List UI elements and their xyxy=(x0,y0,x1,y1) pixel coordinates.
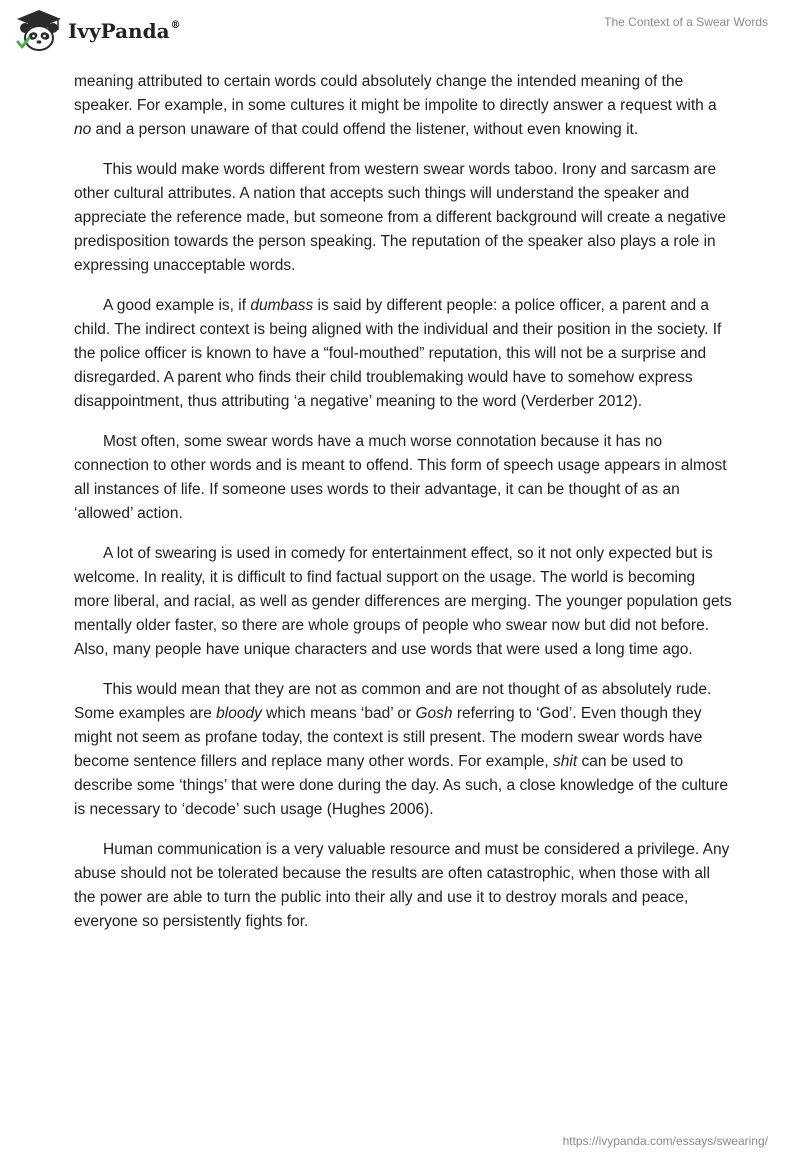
text-run: Most often, some swear words have a much worse connotation because it has no connection to other words and is meant to offend. This form of speech usage appears in almost all instances of life. If someone uses words to their advantage, it can be thought of as an ‘allowed’ action. xyxy=(74,433,727,522)
body-paragraph xyxy=(74,70,734,142)
body-paragraph xyxy=(74,678,734,822)
essay-body xyxy=(74,70,734,950)
brand-logo[interactable] xyxy=(14,8,181,54)
italic-term: Gosh xyxy=(415,705,453,722)
italic-term: shit xyxy=(553,753,578,770)
italic-term: dumbass xyxy=(250,297,314,314)
document-title: The Context of a Swear Words xyxy=(604,15,768,29)
italic-term: no xyxy=(74,121,92,138)
brand-name: IvyPanda® xyxy=(68,19,181,43)
body-paragraph xyxy=(74,158,734,278)
text-run: A lot of swearing is used in comedy for entertainment effect, so it not only expected but is welcome. In reality, it is difficult to find factual support on the usage. The world is becoming more liberal, and racial, as well as gender differences are merging. The younger population gets mentally older faster, so there are whole groups of people who swear now but did not before. Also, many people have unique characters and use words that were used a long time ago. xyxy=(74,545,732,658)
text-run: This would mean that they are not as common and are not thought of as absolutely rude. Some examples are xyxy=(74,681,712,722)
text-run: This would make words different from western swear words taboo. Irony and sarcasm are other cultural attributes. A nation that accepts such things will understand the speaker and appreciate the reference made, but someone from a different background will create a negative predisposition towards the person speaking. The reputation of the speaker also plays a role in expressing unacceptable words. xyxy=(74,161,726,274)
body-paragraph xyxy=(74,430,734,526)
source-url[interactable]: https://ivypanda.com/essays/swearing/ xyxy=(562,1134,768,1148)
page-header xyxy=(0,0,800,66)
italic-term: bloody xyxy=(216,705,262,722)
registered-mark: ® xyxy=(170,20,181,31)
text-run: Human communication is a very valuable resource and must be considered a privilege. Any abuse should not be tolerated because the results are often catastrophic, when those with all the power are able to turn the public into their ally and use it to destroy morals and peace, everyone so persistently fights for. xyxy=(74,841,730,930)
text-run: referring to ‘God’. Even though they might not seem as profane today, the context is still present. The modern swear words have become sentence fillers and replace many other words. For example, xyxy=(74,705,703,770)
text-run: can be used to describe some ‘things’ that were done during the day. As such, a close knowledge of the culture is necessary to ‘decode’ such usage (Hughes 2006). xyxy=(74,753,728,818)
body-paragraph xyxy=(74,838,734,934)
body-paragraph xyxy=(74,294,734,414)
body-paragraph xyxy=(74,542,734,662)
text-run: meaning attributed to certain words could absolutely change the intended meaning of the speaker. For example, in some cultures it might be impolite to directly answer a request with a xyxy=(74,73,717,114)
text-run: A good example is, if xyxy=(103,297,251,314)
panda-graduation-cap-icon xyxy=(14,8,64,54)
text-run: is said by different people: a police officer, a parent and a child. The indirect context is being aligned with the individual and their position in the society. If the police officer is known to have a “foul-mouthed” reputation, this will not be a surprise and disregarded. A parent who finds their child troublemaking would have to somehow express disappointment, thus attributing ‘a negative’ meaning to the word (Verderber 2012). xyxy=(74,297,722,410)
text-run: which means ‘bad’ or xyxy=(261,705,416,722)
text-run: and a person unaware of that could offend the listener, without even knowing it. xyxy=(91,121,639,138)
